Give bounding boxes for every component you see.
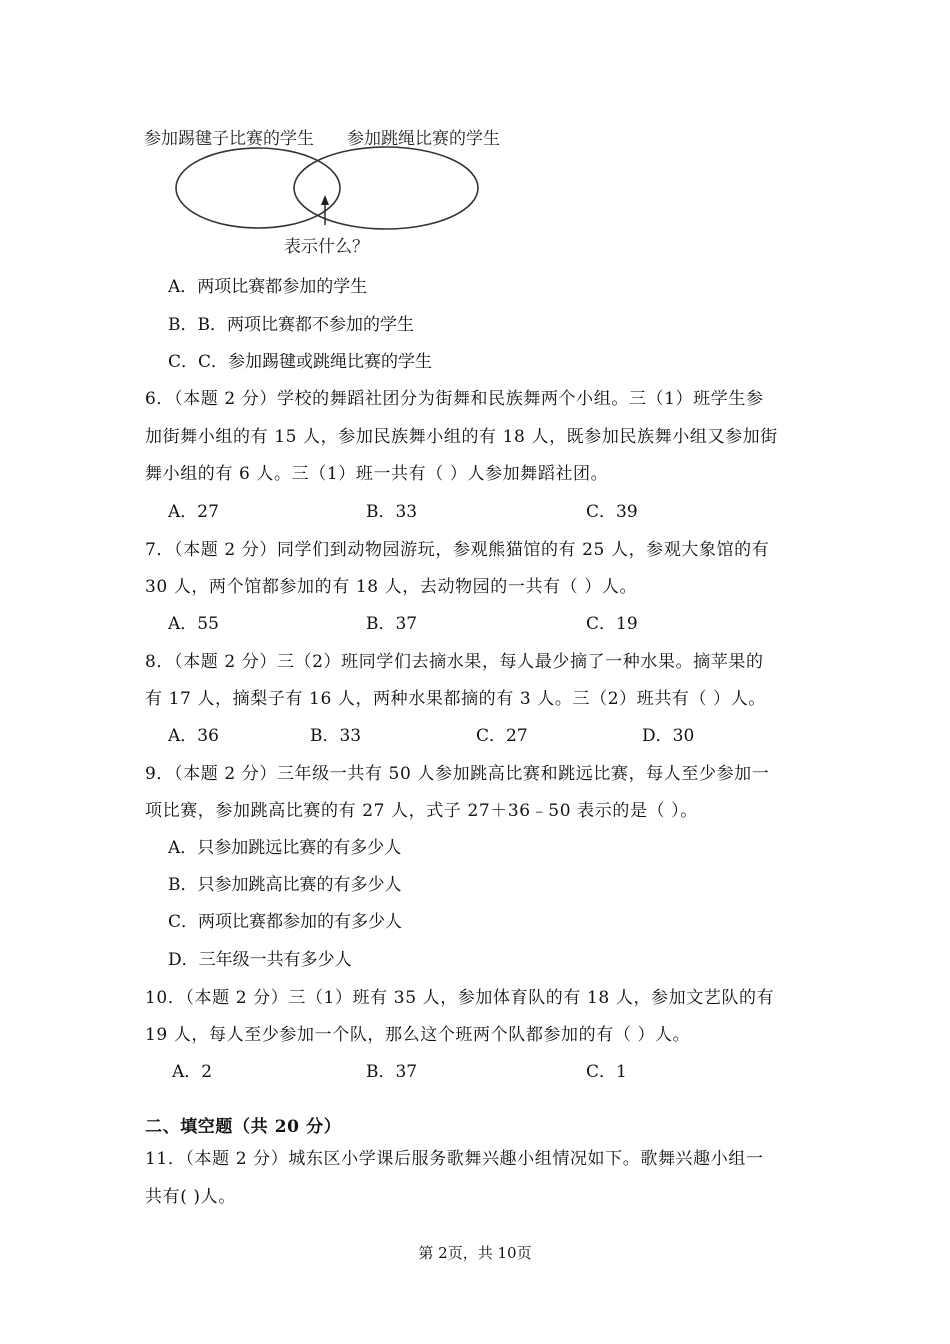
page-footer: 第 2页，共 10页 [418, 1244, 532, 1262]
q10-option-a: A．2 [172, 1062, 213, 1082]
q7-line-1: 7．（本题 2 分）同学们到动物园游玩，参观熊猫馆的有 25 人，参观大象馆的有 [145, 540, 770, 560]
q9-option-b: B．只参加跳高比赛的有多少人 [168, 875, 402, 895]
q6-option-a: A．27 [168, 502, 219, 522]
q10-option-b: B．37 [366, 1062, 418, 1082]
q8-option-a: A．36 [168, 726, 219, 746]
q9-line-1: 9．（本题 2 分）三年级一共有 50 人参加跳高比赛和跳远比赛，每人至少参加一 [145, 764, 770, 784]
venn-question: 表示什么？ [284, 237, 369, 257]
left-ellipse [176, 148, 340, 228]
q7-option-b: B．37 [366, 614, 418, 634]
venn-right-label: 参加跳绳比赛的学生 [347, 129, 500, 149]
q9-option-c: C．两项比赛都参加的有多少人 [168, 912, 403, 932]
right-ellipse [294, 147, 478, 229]
q7-option-a: A．55 [168, 614, 219, 634]
q7-option-c: C．19 [586, 614, 638, 634]
q10-line-1: 10．（本题 2 分）三（1）班有 35 人，参加体育队的有 18 人，参加文艺队的有 [145, 988, 775, 1008]
q6-option-c: C．39 [586, 502, 638, 522]
q5-option-c: C．C．参加踢毽或跳绳比赛的学生 [168, 352, 433, 372]
venn-left-label: 参加踢毽子比赛的学生 [144, 129, 314, 149]
q8-option-d: D．30 [642, 726, 695, 746]
q8-line-2: 有 17 人，摘梨子有 16 人，两种水果都摘的有 3 人。三（2）班共有（ ）人。 [145, 689, 766, 709]
venn-diagram [140, 118, 520, 260]
q9-line-2: 项比赛，参加跳高比赛的有 27 人，式子 27＋36﹣50 表示的是（ ）。 [145, 801, 698, 821]
arrow-head [321, 195, 329, 205]
q11-line-1: 11．（本题 2 分）城东区小学课后服务歌舞兴趣小组情况如下。歌舞兴趣小组一 [145, 1149, 764, 1169]
q6-option-b: B．33 [366, 502, 418, 522]
q7-line-2: 30 人，两个馆都参加的有 18 人，去动物园的一共有（ ）人。 [145, 577, 638, 597]
q8-option-b: B．33 [310, 726, 362, 746]
q6-line-1: 6．（本题 2 分）学校的舞蹈社团分为街舞和民族舞两个小组。三（1）班学生参 [145, 389, 764, 409]
q5-option-b: B．B．两项比赛都不参加的学生 [168, 315, 414, 335]
q9-option-d: D．三年级一共有多少人 [168, 950, 352, 970]
q6-line-3: 舞小组的有 6 人。三（1）班一共有（ ）人参加舞蹈社团。 [145, 464, 609, 484]
q10-option-c: C．1 [586, 1062, 627, 1082]
q9-option-a: A．只参加跳远比赛的有多少人 [168, 838, 402, 858]
q6-line-2: 加街舞小组的有 15 人，参加民族舞小组的有 18 人，既参加民族舞小组又参加街 [145, 427, 778, 447]
q5-option-a: A．两项比赛都参加的学生 [168, 277, 368, 297]
q11-line-2: 共有( )人。 [145, 1187, 236, 1207]
q8-option-c: C．27 [476, 726, 528, 746]
q10-line-2: 19 人，每人至少参加一个队，那么这个班两个队都参加的有（ ）人。 [145, 1025, 691, 1045]
q8-line-1: 8．（本题 2 分）三（2）班同学们去摘水果，每人最少摘了一种水果。摘苹果的 [145, 652, 764, 672]
section-2-title: 二、填空题（共 20 分） [145, 1117, 342, 1137]
